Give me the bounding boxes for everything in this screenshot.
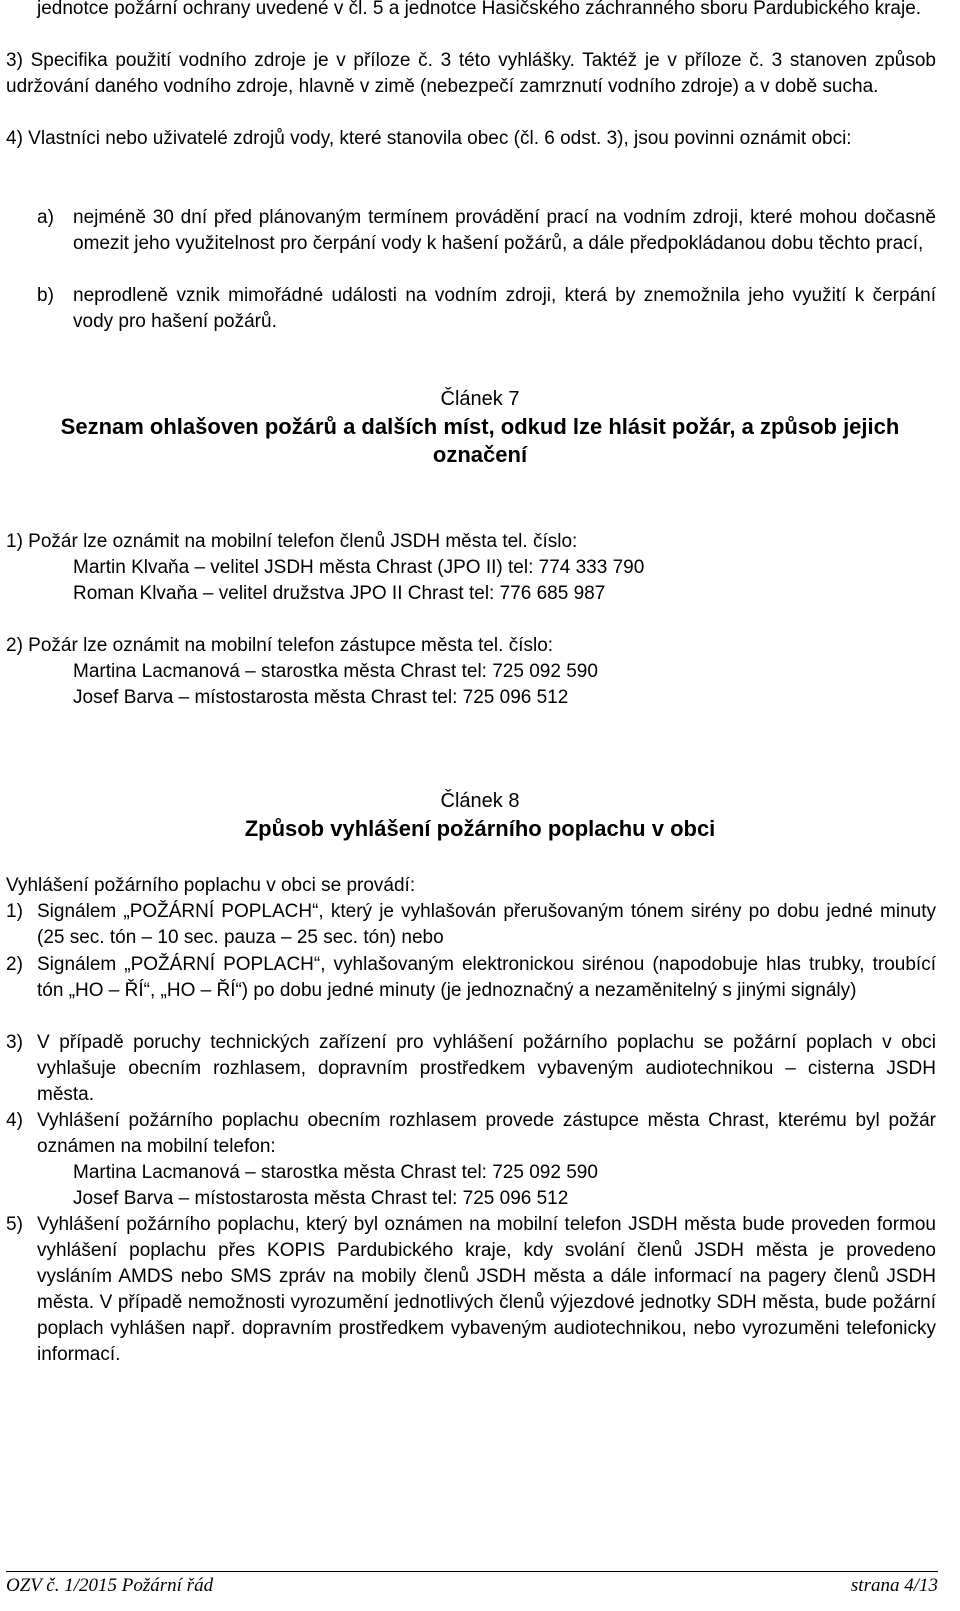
list-item-text: Vyhlášení požárního poplachu obecním rozhlasem provede zástupce města Chrast, kterému byl požár oznámen na mobilní telefon: bbox=[37, 1110, 936, 1157]
list-item-text: Signálem „POŽÁRNÍ POPLACH“, který je vyhlašován přerušovaným tónem sirény po dobu jedné minuty (25 sec. tón – 10 sec. pauza – 25 sec. tón) nebo bbox=[37, 901, 936, 948]
paragraph-3: 3) Specifika použití vodního zdroje je v příloze č. 3 této vyhlášky. Taktéž je v příloze č. 3 stanoven způsob udržování daného vodního zdroje, hlavně v zimě (nebezpečí zamrznutí vodního zdroje) a v době sucha. bbox=[6, 50, 936, 97]
footer-document-ref: OZV č. 1/2015 Požární řád bbox=[6, 1575, 214, 1596]
article-8-intro: Vyhlášení požárního poplachu v obci se provádí: bbox=[6, 875, 416, 896]
list-item-number: 4) bbox=[6, 1110, 23, 1131]
contact-line: Roman Klvaňa – velitel družstva JPO II Chrast tel: 776 685 987 bbox=[73, 583, 606, 604]
list-item-text: V případě poruchy technických zařízení pro vyhlášení požárního poplachu se požární poplach v obci vyhlašuje obecním rozhlasem, dopravním prostředkem vybaveným audiotechnikou – cisterna JSDH města. bbox=[37, 1032, 936, 1105]
list-item-text: Signálem „POŽÁRNÍ POPLACH“, vyhlašovaným elektronickou sirénou (napodobuje hlas trubky, troubící tón „HO – ŘÍ“, „HO – ŘÍ“) po dobu jedné minuty (je jednoznačný a nezaměnitelný s jinými signály) bbox=[37, 954, 936, 1001]
list-item-number: 1) bbox=[6, 901, 23, 922]
contact-line: Martina Lacmanová – starostka města Chrast tel: 725 092 590 bbox=[73, 661, 598, 682]
article-7-number: Článek 7 bbox=[440, 388, 520, 410]
list-item-label: a) bbox=[37, 207, 54, 228]
list-item-number: 2) bbox=[6, 954, 23, 975]
list-item-text: nejméně 30 dní před plánovaným termínem provádění prací na vodním zdroji, které mohou dočasně omezit jeho využitelnost pro čerpání vody k hašení požárů, a dále předpokládanou dobu těchto prací, bbox=[73, 207, 936, 254]
contact-line: Martina Lacmanová – starostka města Chrast tel: 725 092 590 bbox=[73, 1162, 598, 1183]
article-8-title: Způsob vyhlášení požárního poplachu v obci bbox=[244, 816, 716, 841]
article-8-number: Článek 8 bbox=[440, 790, 520, 812]
contact-line: Martin Klvaňa – velitel JSDH města Chrast (JPO II) tel: 774 333 790 bbox=[73, 557, 645, 578]
article-7-title: Seznam ohlašoven požárů a dalších míst, odkud lze hlásit požár, a způsob jejich označení bbox=[60, 414, 900, 467]
article-7-paragraph-2: 2) Požár lze oznámit na mobilní telefon zástupce města tel. číslo: bbox=[6, 635, 554, 656]
list-item-label: b) bbox=[37, 285, 54, 306]
contact-line: Josef Barva – místostarosta města Chrast tel: 725 096 512 bbox=[73, 687, 569, 708]
footer-page-number: strana 4/13 bbox=[850, 1575, 938, 1596]
list-item-text: neprodleně vznik mimořádné události na vodním zdroji, která by znemožnila jeho využití k čerpání vody pro hašení požárů. bbox=[73, 285, 936, 332]
list-item-number: 3) bbox=[6, 1032, 23, 1053]
list-item-number: 5) bbox=[6, 1214, 23, 1235]
paragraph-4: 4) Vlastníci nebo uživatelé zdrojů vody, které stanovila obec (čl. 6 odst. 3), jsou povinni oznámit obci: bbox=[6, 128, 852, 149]
contact-line: Josef Barva – místostarosta města Chrast tel: 725 096 512 bbox=[73, 1188, 569, 1209]
list-item-text: Vyhlášení požárního poplachu, který byl oznámen na mobilní telefon JSDH města bude proveden formou vyhlášení poplachu přes KOPIS Pardubického kraje, kdy svolání členů JSDH města je provedeno vysláním AMDS nebo SMS zpráv na mobily členů JSDH města a dále informací na pagery členů JSDH města. V případě nemožnosti vyrozumění jednotlivých členů výjezdové jednotky SDH města, bude požární poplach vyhlášen např. dopravním prostředkem vybaveným audiotechnikou, nebo vyrozuměni telefonicky informací. bbox=[37, 1214, 936, 1365]
paragraph-continuation: jednotce požární ochrany uvedené v čl. 5 a jednotce Hasičského záchranného sboru Pardubického kraje. bbox=[37, 0, 922, 19]
article-7-paragraph-1: 1) Požár lze oznámit na mobilní telefon členů JSDH města tel. číslo: bbox=[6, 531, 578, 552]
footer-divider bbox=[6, 1571, 938, 1572]
